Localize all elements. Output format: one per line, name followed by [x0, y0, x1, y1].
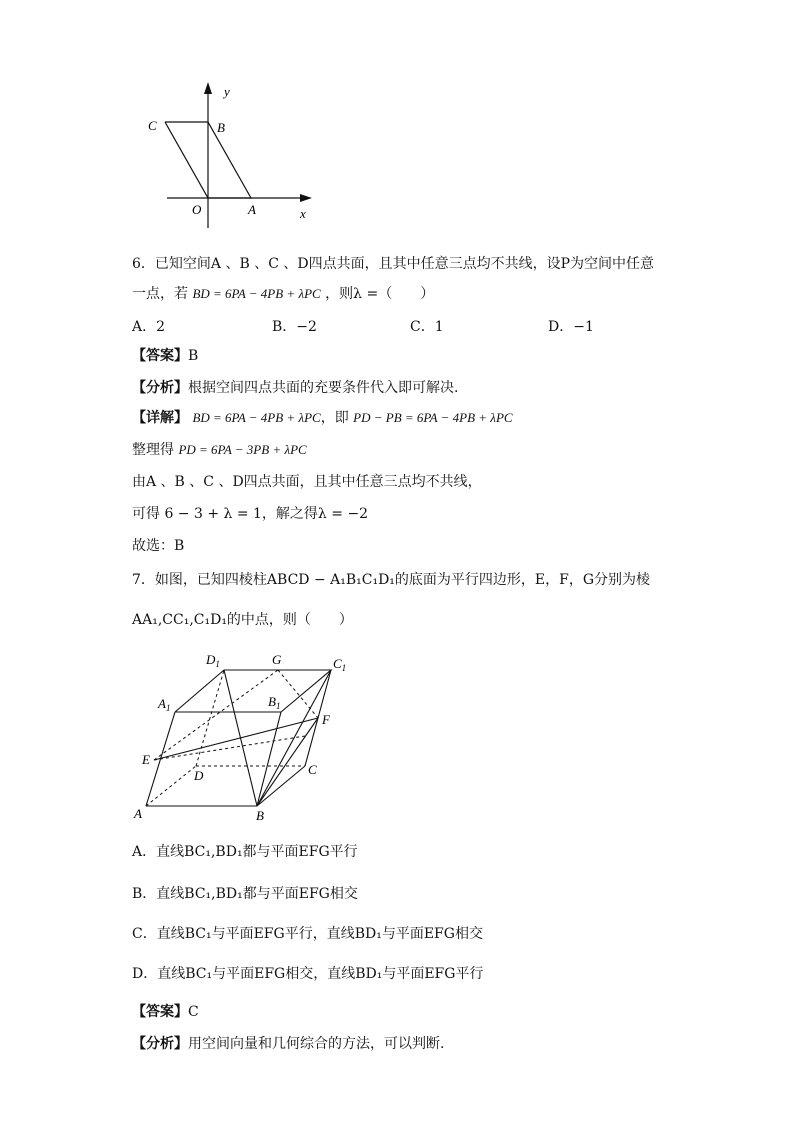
label-B: B [217, 120, 225, 135]
q6-step3: 由A 、B 、C 、D四点共面，且其中任意三点均不共线， [132, 474, 482, 490]
label-C: C [148, 118, 157, 133]
q7-option-b: B．直线BC₁,BD₁都与平面EFG相交 [132, 886, 358, 902]
q6-option-a: A．2 [132, 319, 166, 335]
q6-formula: BD = 6PA − 4PB + λPC [192, 286, 321, 301]
line-EG [154, 670, 281, 760]
label-B: B [256, 808, 264, 823]
label-F: F [322, 712, 330, 727]
line-BC1 [257, 670, 331, 806]
q7-option-c: C．直线BC₁与平面EFG平行，直线BD₁与平面EFG相交 [132, 926, 483, 942]
label-D1: $D_1$ [206, 652, 220, 669]
q7-option-a: A．直线BC₁,BD₁都与平面EFG平行 [132, 844, 358, 860]
line-EC [154, 736, 305, 760]
label-G: G [272, 652, 282, 667]
prism-figure [130, 648, 360, 823]
q7-answer: 【答案】C [132, 1004, 199, 1020]
q6-answer: 【答案】B [132, 348, 199, 364]
label-O: O [192, 202, 202, 217]
q6-detail: 【详解】 BD = 6PA − 4PB + λPC，即 PD − PB = 6PA − 4PB + λPC [132, 410, 513, 426]
q7-analysis: 【分析】用空间向量和几何综合的方法，可以判断. [132, 1036, 445, 1052]
line-GF [278, 670, 318, 718]
top-face [175, 670, 331, 712]
label-C1: $C_1$ [333, 656, 347, 673]
q6-line1: 6．已知空间A 、B 、C 、D四点共面，且其中任意三点均不共线，设P为空间中任意 [132, 256, 655, 272]
label-C: C [308, 762, 317, 777]
x-axis-arrow [300, 194, 312, 202]
label-A: A [248, 202, 256, 217]
label-x: x [300, 206, 306, 221]
q7-option-d: D．直线BC₁与平面EFG相交，直线BD₁与平面EFG平行 [132, 966, 484, 982]
q6-option-c: C．1 [410, 319, 444, 335]
label-A: A [134, 806, 142, 821]
coordinate-figure [140, 80, 330, 230]
label-y: y [224, 84, 230, 99]
q7-line1: 7．如图，已知四棱柱ABCD − A₁B₁C₁D₁的底面为平行四边形，E，F，G分别为棱 [132, 572, 651, 588]
q6-step4: 可得 6 − 3 + λ = 1，解之得λ = −2 [132, 506, 369, 522]
label-B1: $B_1$ [268, 694, 281, 711]
q6-option-d: D．−1 [548, 319, 594, 335]
q6-option-b: B．−2 [272, 319, 317, 335]
q7-line2: AA₁,CC₁,C₁D₁的中点，则（ ） [132, 612, 353, 628]
q6-line2: 一点，若 BD = 6PA − 4PB + λPC ，则λ =（ ） [132, 286, 435, 302]
label-A1: $A_1$ [158, 696, 171, 713]
q6-conclusion: 故选：B [132, 538, 185, 554]
y-axis-arrow [204, 82, 212, 94]
edge-BB1 [257, 712, 281, 806]
label-E: E [142, 752, 150, 767]
label-D: D [194, 768, 204, 783]
q6-analysis: 【分析】根据空间四点共面的充要条件代入即可解决. [132, 380, 459, 396]
q6-step2: 整理得 PD = 6PA − 3PB + λPC [132, 442, 307, 458]
edge-AD [146, 766, 196, 806]
